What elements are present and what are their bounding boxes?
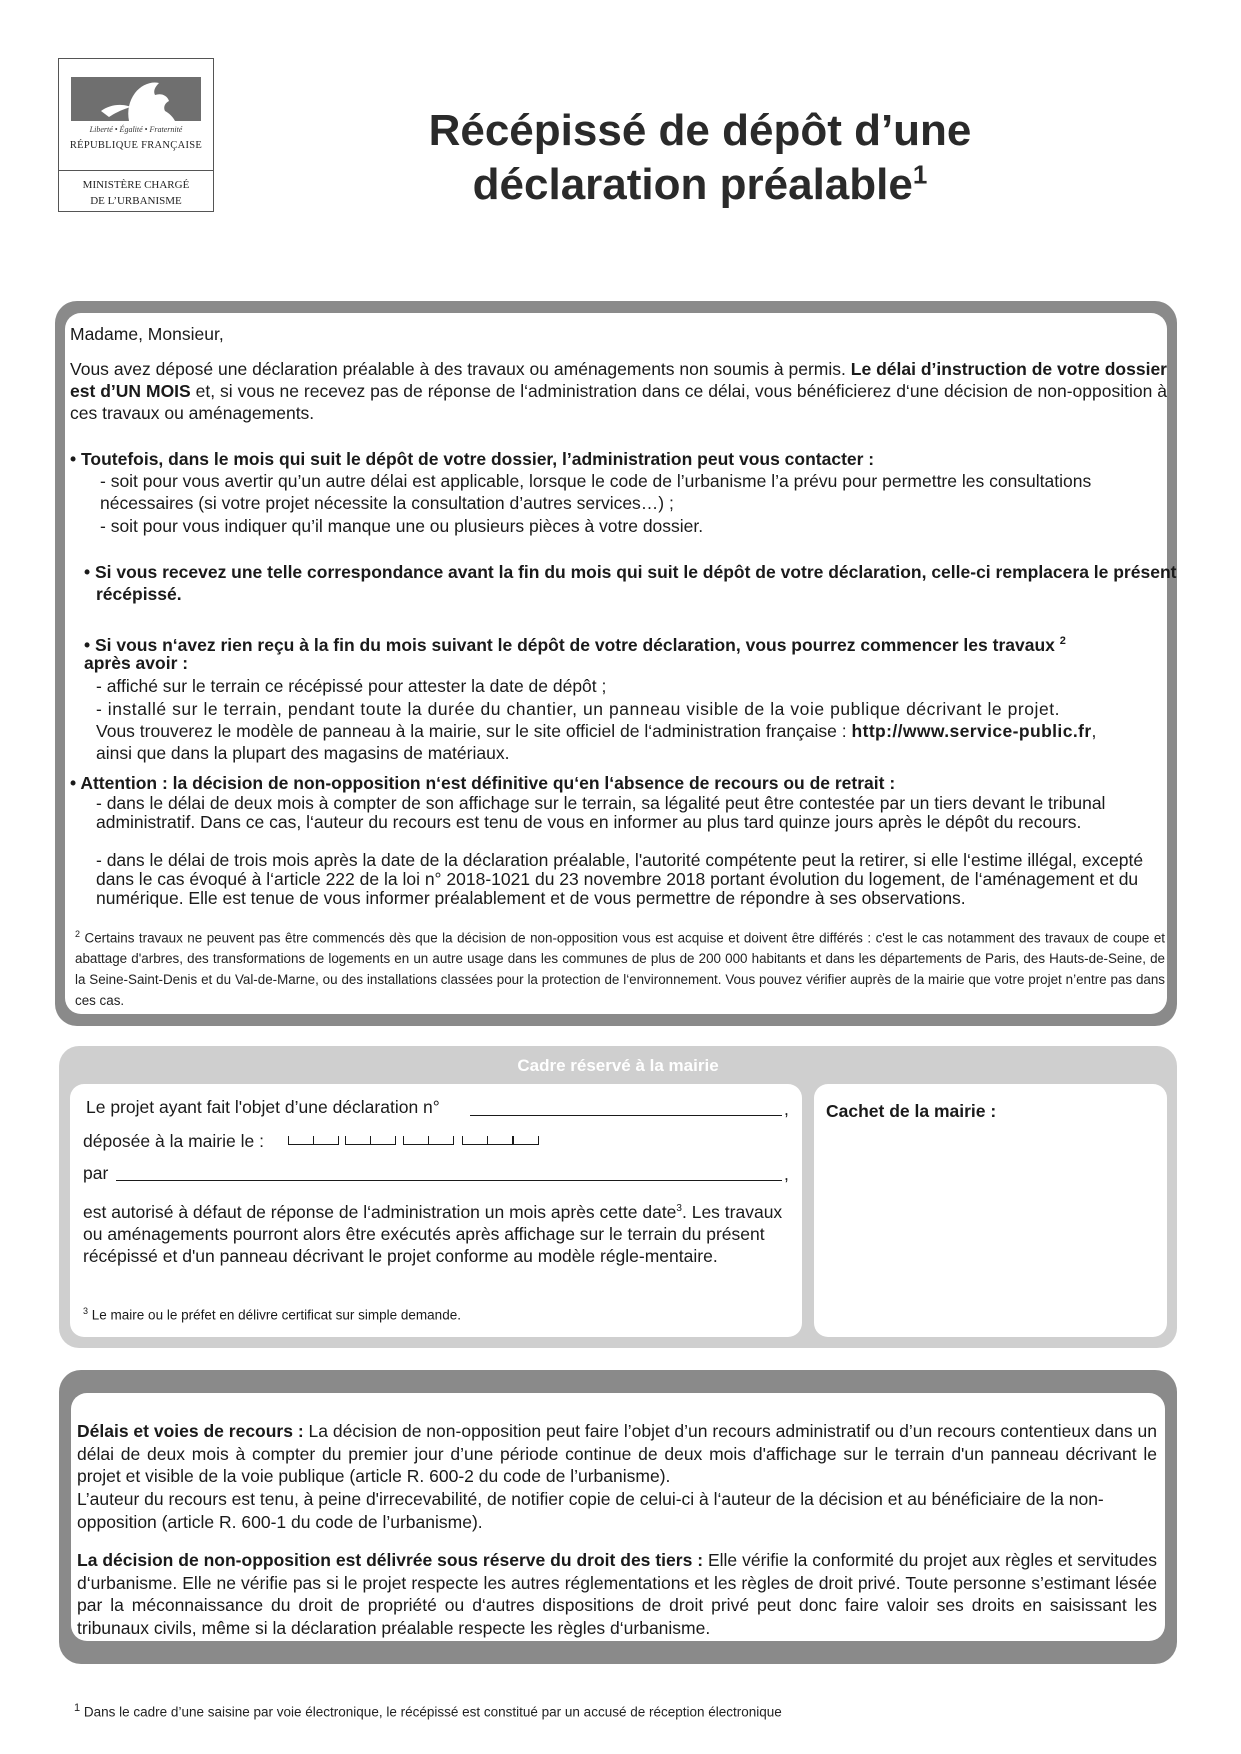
footnote-3 — [83, 1300, 461, 1327]
bullet3-item3c: , ainsi que dans la plupart des magasins de matériaux. — [96, 721, 1097, 763]
footnote-1-ref: 1 — [74, 1702, 81, 1714]
appeals-text: La décision de non-opposition peut faire l’objet d’un recours administratif ou d’un recours contentieux dans un délai de deux mois à compter du premier jour d’une période continue de deux mois d'affichage sur le terrain d'un panneau décrivant le projet et visible de la voie publique (article R. 600-2 du code de l’urbanisme). — [77, 1421, 1157, 1486]
third-party-heading: La décision de non-opposition est délivrée sous réserve du droit des tiers : — [77, 1550, 704, 1570]
mairie-frame-title: Cadre réservé à la mairie — [517, 1056, 719, 1075]
footnote-2-ref: 2 — [75, 929, 81, 939]
intro-a: Vous avez déposé une déclaration préalable à des travaux ou aménagements non soumis à permis. — [70, 359, 851, 379]
deposit-date-label: déposée à la mairie le : — [83, 1131, 264, 1151]
declaration-number-label: Le projet ayant fait l'objet d’une déclaration n° — [86, 1097, 440, 1117]
footnote-3-ref: 3 — [83, 1306, 89, 1316]
third-party-text: Elle vérifie la conformité du projet aux règles et servitudes d‘urbanisme. Elle ne vérifie pas si le projet respecte les autres réglementations et les règles de droit privé. Toute personne s’estimant lésée par la méconnaissance du droit de propriété ou d‘autres dispositions de droit privé peut donc faire valoir ses droits en saisissant les tribunaux civils, même si la déclaration préalable respecte les règles d‘urbanisme. — [77, 1550, 1157, 1638]
applicant-comma: , — [784, 1164, 789, 1184]
bullet3-title-text: • Si vous n‘avez rien reçu à la fin du mois suivant le dépôt de votre déclaration, vous pourrez commencer les travaux — [84, 634, 1055, 655]
appeals-notification-paragraph: L’auteur du recours est tenu, à peine d'irrecevabilité, de notifier copie de celui-ci à l‘auteur de la décision et au bénéficiaire de la non-opposition (article R. 600-1 du code de l’urbanisme). — [77, 1489, 1104, 1532]
bullet4-item2: - dans le délai de trois mois après la date de la déclaration préalable, l'autorité compétente peut la retirer, si elle l‘estime illégal, excepté dans le cas évoqué à l‘article 222 de la loi n° 2018-1021 du 23 novembre 2018 portant évolution du logement, de l‘aménagement et du numérique. Elle est tenue de vous informer préalablement et de vous permettre de répondre à ses observations. — [96, 850, 1144, 908]
appeals-paragraph — [77, 1420, 1157, 1488]
mairie-body-b: . Les travaux ou aménagements pourront alors être exécutés après affichage sur le terrain du présent récépissé et d'un panneau décrivant le projet conforme au modèle régle-mentaire. — [83, 1201, 783, 1266]
title-line2 — [320, 158, 1080, 212]
bullet4-title: • Attention : la décision de non-opposition n‘est définitive qu‘en l‘absence de recours ou de retrait : — [70, 773, 896, 793]
bullet1-item1: - soit pour vous avertir qu’un autre délai est applicable, lorsque le code de l’urbanisme l’a prévu pour permettre les consultations nécessaires (si votre projet nécessite la consultation d’autres services…) ; — [100, 471, 1092, 513]
appeals-heading: Délais et voies de recours : — [77, 1421, 304, 1441]
mairie-body — [83, 1198, 789, 1267]
logo-republic: RÉPUBLIQUE FRANÇAISE — [69, 140, 203, 151]
footnote-2 — [75, 924, 1165, 1011]
bullet3-item3 — [96, 720, 1130, 764]
logo-motto: Liberté • Égalité • Fraternité — [89, 125, 183, 134]
intro-paragraph — [70, 358, 1167, 424]
date-box — [288, 1136, 314, 1145]
date-box — [513, 1136, 539, 1145]
mairie-body-a: est autorisé à défaut de réponse de l‘administration un mois après cette date — [83, 1201, 677, 1222]
bullet1-title: • Toutefois, dans le mois qui suit le dépôt de votre dossier, l’administration peut vous contacter : — [70, 449, 875, 469]
footnote-2-text: Certains travaux ne peuvent pas être commencés dès que la décision de non-opposition vous est acquise et doivent être différés : c'est le cas notamment des travaux de coupe et abattage d'arbres, des transformations de logements en un autre usage dans les communes de plus de 200 000 habitants et dans les départements de Paris, des Hauts-de-Seine, de la Seine-Saint-Denis et du Val-de-Marne, ou des installations classées pour la protection de l‘environnement. Vous pouvez vérifier auprès de la mairie que votre projet n’entre pas dans ces cas. — [75, 930, 1165, 1009]
date-box — [487, 1136, 513, 1145]
date-box — [345, 1136, 371, 1145]
declaration-number-comma: , — [784, 1099, 789, 1119]
bullet3-item3a: Vous trouverez le modèle de panneau à la mairie, sur le site officiel de l‘administration française : — [96, 721, 852, 741]
date-box — [313, 1136, 339, 1145]
service-public-link[interactable]: http://www.service-public.fr — [851, 721, 1092, 741]
page-title — [320, 104, 1080, 212]
republic-logo — [58, 58, 214, 212]
bullet2: • Si vous recevez une telle correspondance avant la fin du mois qui suit le dépôt de votre déclaration, celle-ci remplacera le présent récépissé. — [84, 562, 1177, 604]
bullet1-item2: - soit pour vous indiquer qu’il manque une ou plusieurs pièces à votre dossier. — [100, 516, 704, 536]
bullet3-title2: après avoir : — [84, 653, 189, 673]
stamp-label: Cachet de la mairie : — [826, 1101, 997, 1121]
bullet3-item1: - affiché sur le terrain ce récépissé pour attester la date de dépôt ; — [96, 676, 607, 696]
footnote-1-text: Dans le cadre d’une saisine par voie électronique, le récépissé est constitué par un accusé de réception électronique — [83, 1704, 782, 1720]
ministry-line1: MINISTÈRE CHARGÉ — [82, 179, 190, 191]
date-box — [462, 1136, 488, 1145]
title-footnote-ref: 1 — [912, 159, 928, 190]
logo-divider — [59, 170, 213, 171]
declaration-number-field[interactable] — [470, 1115, 782, 1116]
ministry-line2: DE L’URBANISME — [90, 195, 182, 207]
applicant-label: par — [83, 1163, 109, 1183]
date-box — [403, 1136, 429, 1145]
title-line1: Récépissé de dépôt d’une — [428, 106, 972, 155]
intro-c: et, si vous ne recevez pas de réponse de l‘administration dans ce délai, vous bénéficierez d‘une décision de non-opposition à ces travaux ou aménagements. — [70, 381, 1167, 423]
footnote-1 — [74, 1702, 782, 1720]
bullet4-item1: - dans le délai de deux mois à compter de son affichage sur le terrain, sa légalité peut être contestée par un tiers devant le tribunal administratif. Dans ce cas, l‘auteur du recours est tenu de vous en informer au plus tard quinze jours après le dépôt du recours. — [96, 793, 1106, 832]
bullet3-footnote-ref: 2 — [1059, 635, 1066, 647]
marianne-emblem-icon — [71, 77, 201, 121]
title-line2-text: déclaration préalable — [472, 160, 913, 209]
bullet3-item2: - installé sur le terrain, pendant toute la durée du chantier, un panneau visible de la voie publique décrivant le projet. — [96, 699, 1061, 719]
applicant-field[interactable] — [116, 1180, 782, 1181]
mairie-footnote-ref: 3 — [676, 1203, 682, 1214]
third-party-paragraph — [77, 1549, 1157, 1639]
greeting: Madame, Monsieur, — [70, 324, 224, 344]
footnote-3-text: Le maire ou le préfet en délivre certificat sur simple demande. — [91, 1307, 461, 1323]
logo-ministry — [59, 177, 213, 209]
date-box — [428, 1136, 454, 1145]
intro-b: Le délai d’instruction de votre dossier est d’UN MOIS — [70, 359, 1167, 401]
date-box — [370, 1136, 396, 1145]
